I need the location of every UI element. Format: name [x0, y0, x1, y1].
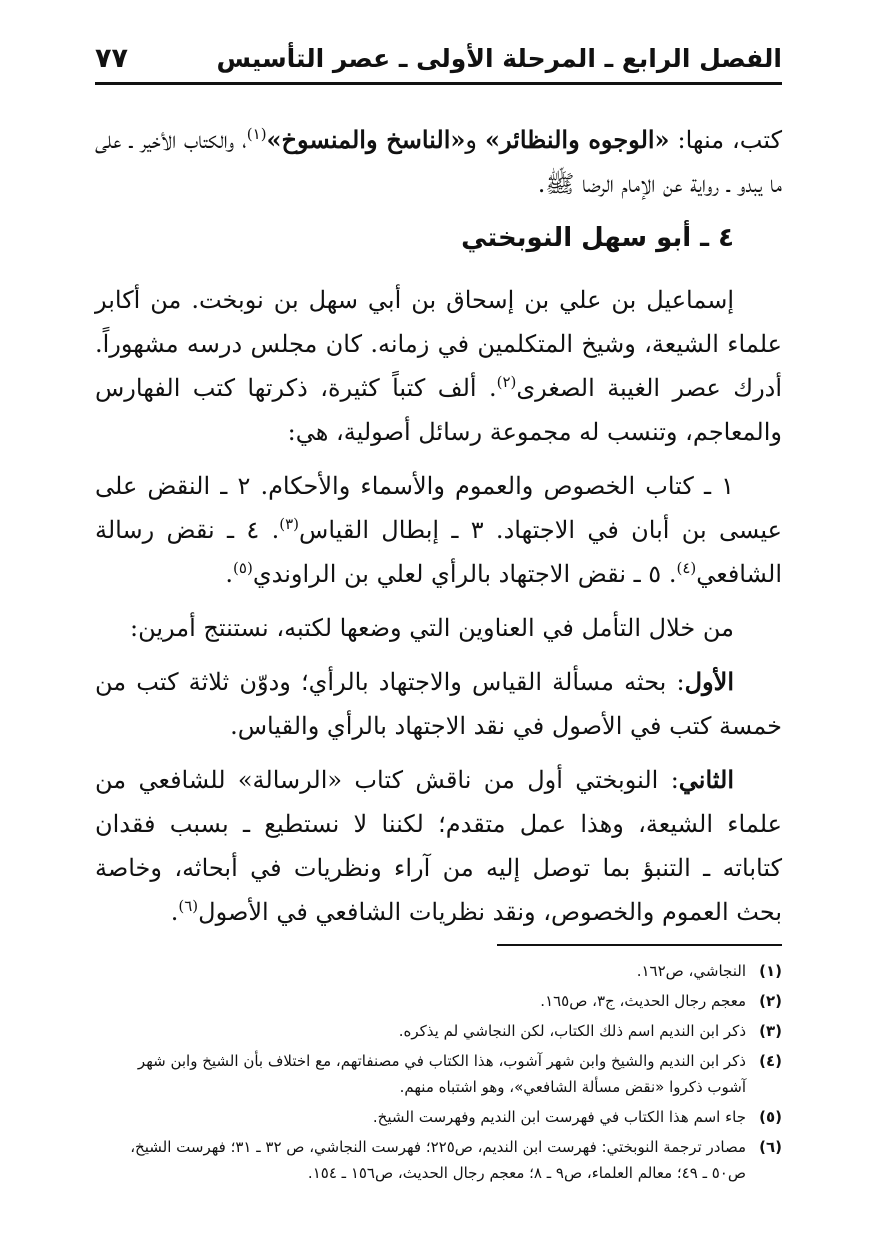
paragraph-2	[95, 278, 782, 454]
text-run: . ٤ ـ نقض رسالة الشافعي	[95, 516, 782, 588]
paragraph-4: من خلال التأمل في العناوين التي وضعها لكتبه، نستنتج أمرين:	[130, 614, 734, 642]
footnote-text: معجم رجال الحديث، ج٣، ص١٦٥.	[540, 992, 746, 1010]
point-label: الثاني	[678, 765, 734, 794]
text-run: .	[170, 898, 179, 926]
footnote-number: (٥)	[759, 1108, 782, 1126]
footnote-item	[95, 988, 782, 1014]
footnote-number: (٤)	[759, 1052, 782, 1070]
footnote-text: جاء اسم هذا الكتاب في فهرست ابن النديم وفهرست الشيخ.	[372, 1108, 746, 1126]
text-run: كتب، منها:	[669, 126, 783, 154]
footnotes	[95, 958, 782, 1190]
footnote-ref[interactable]: (٢)	[496, 373, 517, 391]
chapter-title: الفصل الرابع ـ المرحلة الأولى ـ عصر التأسيس	[216, 43, 782, 73]
footnote-number: (٢)	[759, 992, 782, 1010]
paragraph-5	[95, 660, 782, 748]
page-number: ٧٧	[95, 42, 128, 74]
header-rule	[95, 82, 782, 85]
text-run: ، والكتاب الأخير ـ على ما يبدو ـ رواية عن الإمام الرضا ﷺ.	[95, 126, 782, 198]
footnote-number: (٣)	[759, 1022, 782, 1040]
text-run: إسماعيل بن علي بن إسحاق بن أبي سهل بن نوبخت. من أكابر علماء الشيعة، وشيخ المتكلمين في زمانه. كان مجلس درسه مشهوراً. أدرك عصر الغيبة الصغرى	[95, 286, 783, 402]
footnote-item	[95, 1134, 782, 1186]
footnote-ref[interactable]: (٣)	[279, 515, 300, 533]
paragraph-6	[95, 758, 782, 934]
text-run: ١ ـ كتاب الخصوص والعموم والأسماء والأحكام. ٢ ـ النقض على عيسى بن أبان في الاجتهاد. ٣ ـ إبطال القياس	[95, 472, 782, 544]
footnote-separator	[497, 944, 782, 946]
main-text	[95, 118, 782, 944]
footnote-text: النجاشي، ص١٦٢.	[636, 962, 746, 980]
paragraph-1	[95, 118, 782, 206]
footnote-ref[interactable]: (٦)	[178, 897, 199, 915]
footnote-text: ذكر ابن النديم والشيخ وابن شهر آشوب، هذا الكتاب في مصنفاتهم، مع اختلاف بأن الشيخ وابن شهر آشوب ذكروا «نقض مسألة الشافعي»، وهو اشتباه منهم.	[137, 1052, 746, 1096]
running-header	[95, 36, 782, 80]
text-run: : بحثه مسألة القياس والاجتهاد بالرأي؛ ودوّن ثلاثة كتب من خمسة كتب في الأصول في نقد الاجتهاد بالرأي والقياس.	[95, 668, 782, 740]
footnote-text: مصادر ترجمة النوبختي: فهرست ابن النديم، ص٢٢٥؛ فهرست النجاشي، ص ٣٢ ـ ٣١؛ فهرست الشيخ، ص٥٠ ـ ٤٩؛ معالم العلماء، ص٩ ـ ٨؛ معجم رجال الحديث، ص١٥٦ ـ ١٥٤.	[130, 1138, 746, 1182]
text-run: . ٥ ـ نقض الاجتهاد بالرأي لعلي بن الراوندي	[252, 560, 677, 588]
footnote-item	[95, 958, 782, 984]
paragraph-3	[95, 464, 782, 596]
footnote-item	[95, 1104, 782, 1130]
footnote-item	[95, 1048, 782, 1100]
footnote-number: (١)	[759, 962, 782, 980]
footnote-ref[interactable]: (٥)	[233, 559, 253, 577]
book-title: «الناسخ والمنسوخ»	[266, 125, 466, 154]
footnote-number: (٦)	[759, 1138, 782, 1156]
footnote-item	[95, 1018, 782, 1044]
text-run: . ألف كتباً كثيرة، ذكرتها كتب الفهارس والمعاجم، وتنسب له مجموعة رسائل أصولية، هي:	[95, 374, 782, 446]
footnote-ref[interactable]: (١)	[246, 125, 267, 143]
footnote-text: ذكر ابن النديم اسم ذلك الكتاب، لكن النجاشي لم يذكره.	[398, 1022, 746, 1040]
text-run: : النوبختي أول من ناقش كتاب «الرسالة» للشافعي من علماء الشيعة، وهذا عمل متقدم؛ لكننا لا نستطيع ـ بسبب فقدان كتاباته ـ التنبؤ بما توصل إليه من آراء ونظريات في أبحاثه، وخاصة بحث العموم والخصوص، ونقد نظريات الشافعي في الأصول	[95, 766, 782, 926]
section-heading: ٤ ـ أبو سهل النوبختي	[461, 223, 734, 253]
footnote-ref[interactable]: (٤)	[676, 559, 697, 577]
text-run: .	[225, 560, 234, 588]
text-run: و	[465, 126, 485, 154]
book-title: «الوجوه والنظائر»	[484, 125, 670, 154]
point-label: الأول	[684, 667, 734, 696]
